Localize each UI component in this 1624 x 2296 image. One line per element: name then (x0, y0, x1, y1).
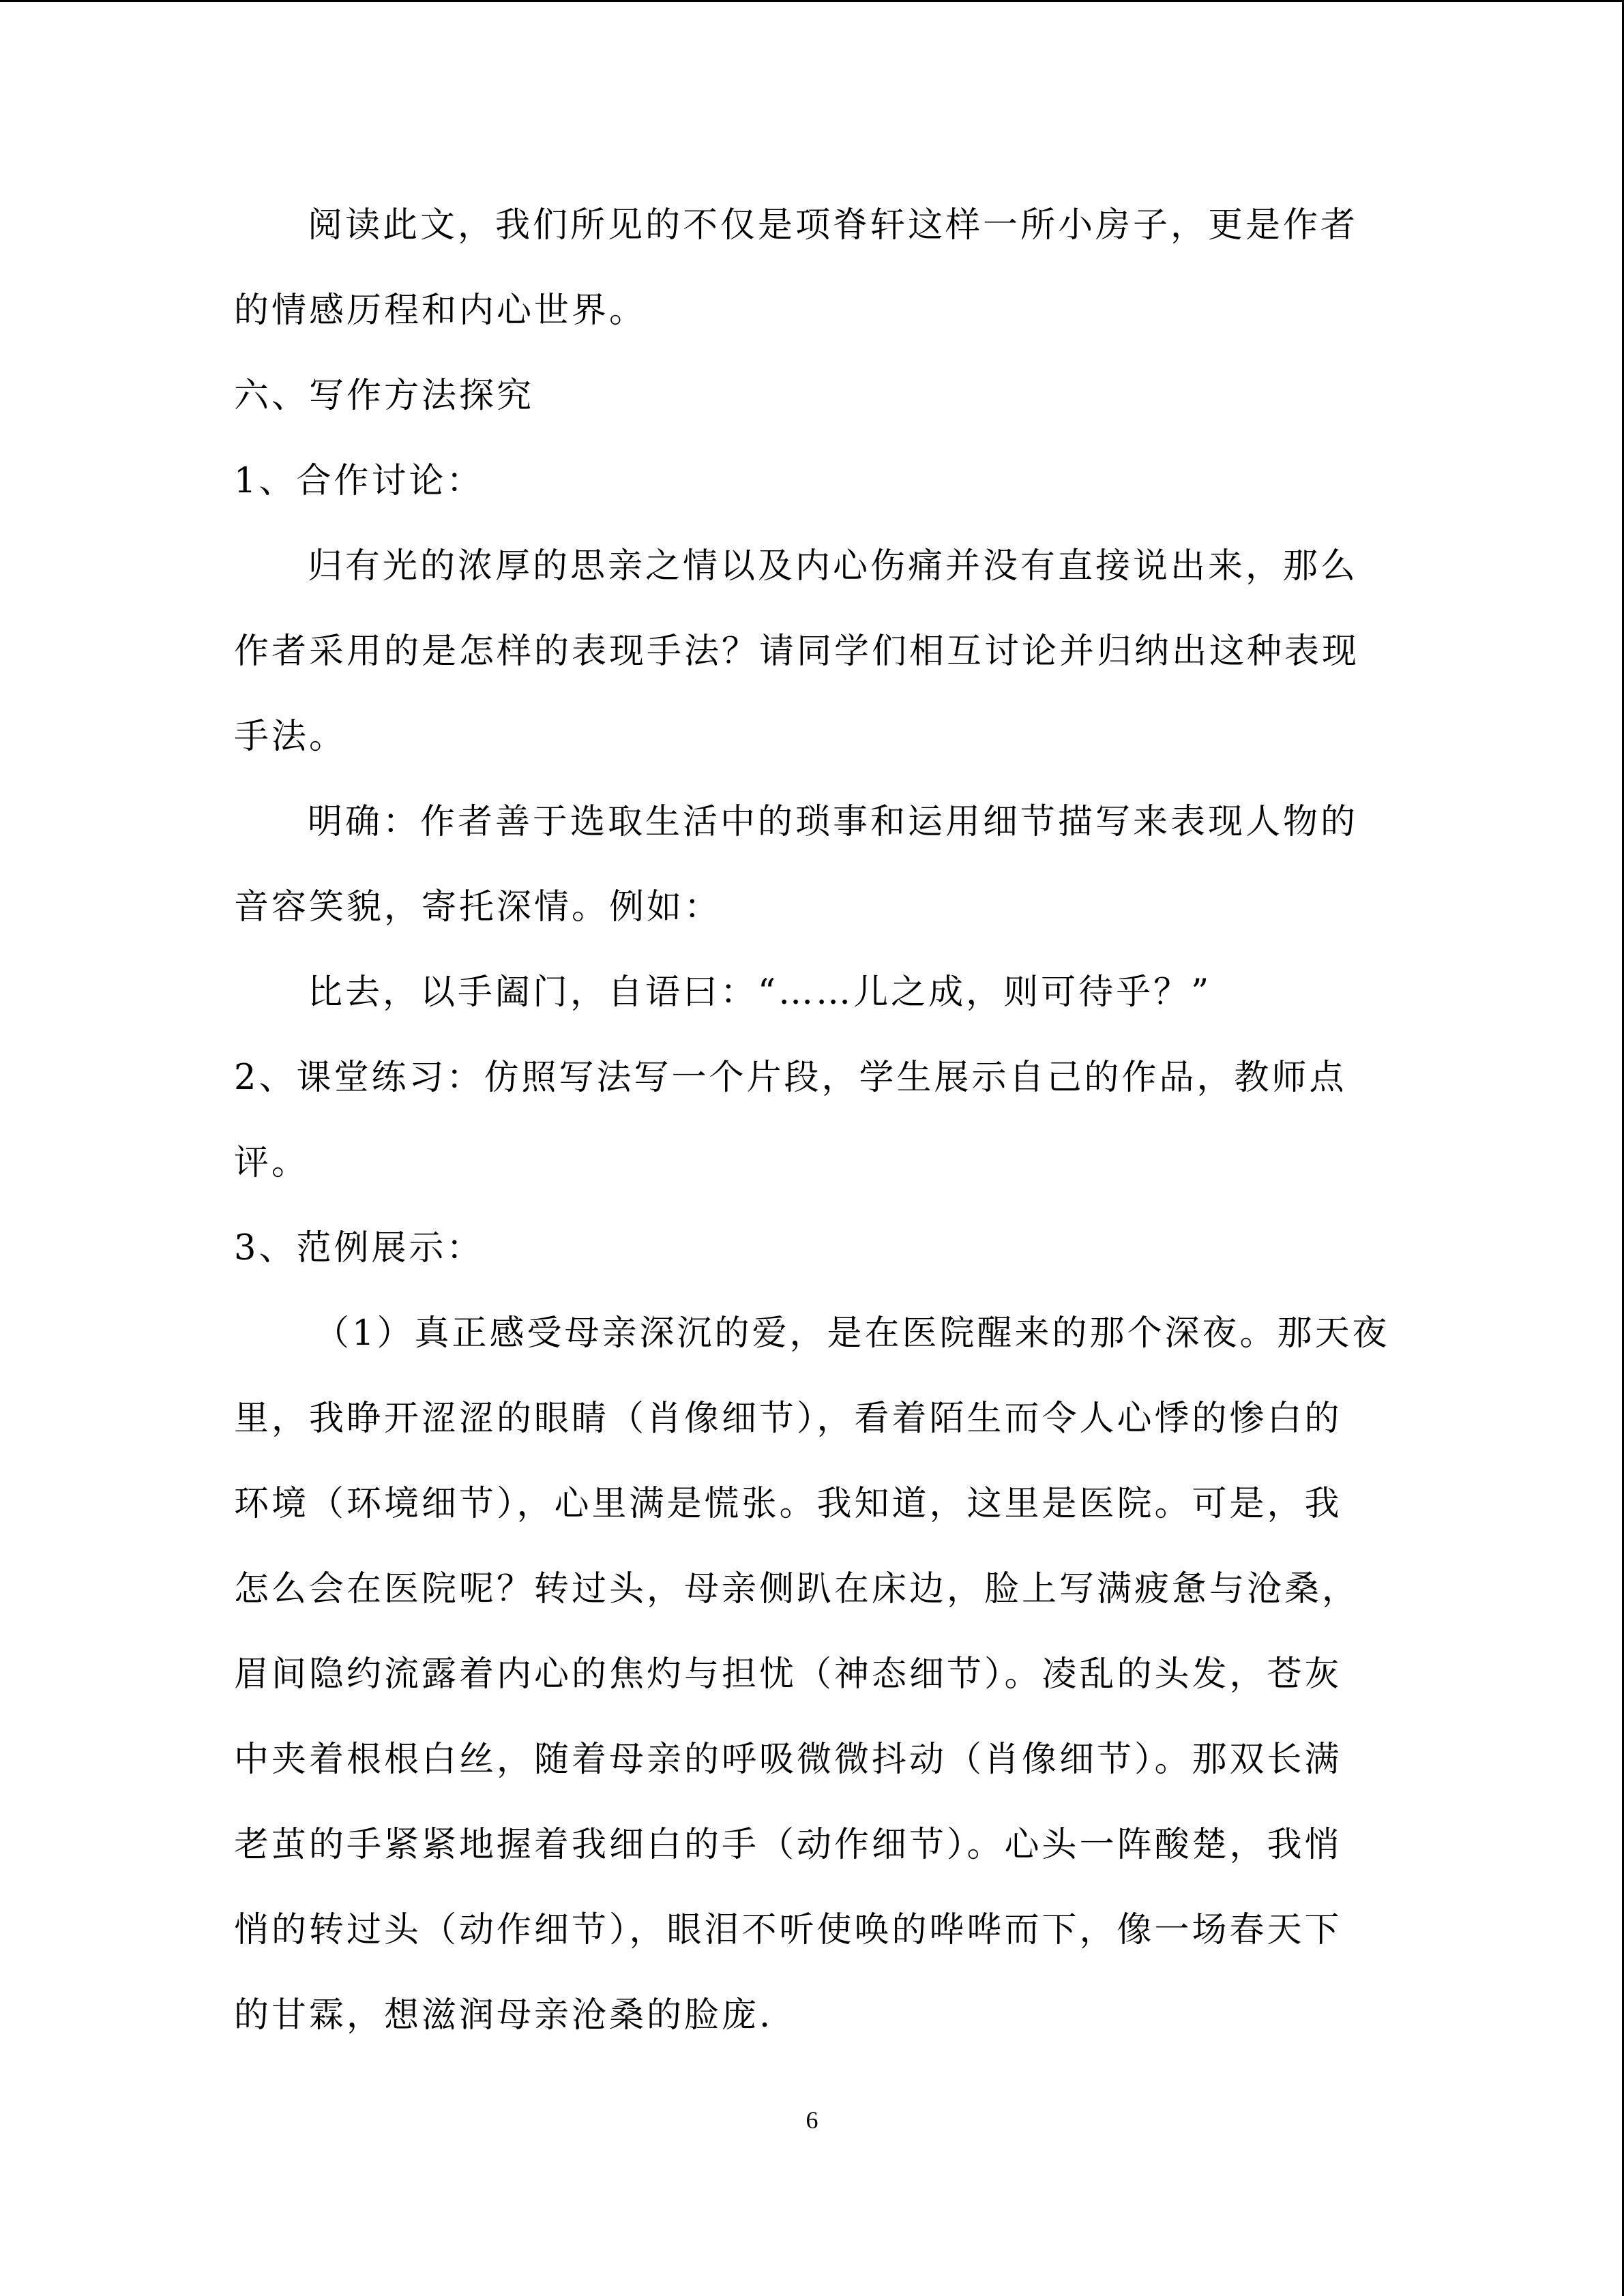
section-heading: 六、写作方法探究 (234, 376, 535, 416)
page-number: 6 (806, 2106, 818, 2134)
paragraph-line: 音容笑貌，寄托深情。例如： (234, 887, 722, 927)
example-paragraph-line: 的甘霖，想滋润母亲沧桑的脸庞. (234, 1995, 773, 2036)
paragraph-line: 手法。 (234, 717, 347, 757)
example-paragraph-line: （1）真正感受母亲深沉的爱，是在医院醒来的那个深夜。那天夜 (314, 1313, 1390, 1354)
example-paragraph-line: 老茧的手紧紧地握着我细白的手（动作细节）。心头一阵酸楚，我悄 (234, 1825, 1342, 1865)
paragraph-line: 作者采用的是怎样的表现手法？请同学们相互讨论并归纳出这种表现 (234, 631, 1360, 672)
example-paragraph-line: 眉间隐约流露着内心的焦灼与担忧（神态细节）。凌乱的头发，苍灰 (234, 1654, 1342, 1695)
paragraph-line: 归有光的浓厚的思亲之情以及内心伤痛并没有直接说出来，那么 (308, 546, 1359, 586)
paragraph-line: 的情感历程和内心世界。 (234, 290, 647, 331)
example-paragraph-line: 怎么会在医院呢？转过头，母亲侧趴在床边，脸上写满疲惫与沧桑， (234, 1569, 1360, 1609)
paragraph-line: 阅读此文，我们所见的不仅是项脊轩这样一所小房子，更是作者 (308, 205, 1359, 245)
document-body (234, 195, 1390, 2070)
subsection-heading: 3、范例展示： (234, 1228, 484, 1268)
example-paragraph-line: 里，我睁开涩涩的眼睛（肖像细节），看着陌生而令人心悸的惨白的 (234, 1399, 1342, 1439)
paragraph-line: 评。 (234, 1143, 310, 1183)
quote-line: 比去，以手阖门，自语曰：“……儿之成，则可待乎？” (308, 972, 1212, 1013)
subsection-heading: 2、课堂练习：仿照写法写一个片段，学生展示自己的作品，教师点 (234, 1058, 1347, 1098)
paragraph-line: 明确：作者善于选取生活中的琐事和运用细节描写来表现人物的 (308, 802, 1359, 842)
subsection-heading: 1、合作讨论： (234, 461, 484, 501)
example-paragraph-line: 环境（环境细节），心里满是慌张。我知道，这里是医院。可是，我 (234, 1484, 1342, 1524)
example-paragraph-line: 中夹着根根白丝，随着母亲的呼吸微微抖动（肖像细节）。那双长满 (234, 1740, 1342, 1780)
example-paragraph-line: 悄的转过头（动作细节），眼泪不听使唤的哗哗而下，像一场春天下 (234, 1910, 1342, 1950)
